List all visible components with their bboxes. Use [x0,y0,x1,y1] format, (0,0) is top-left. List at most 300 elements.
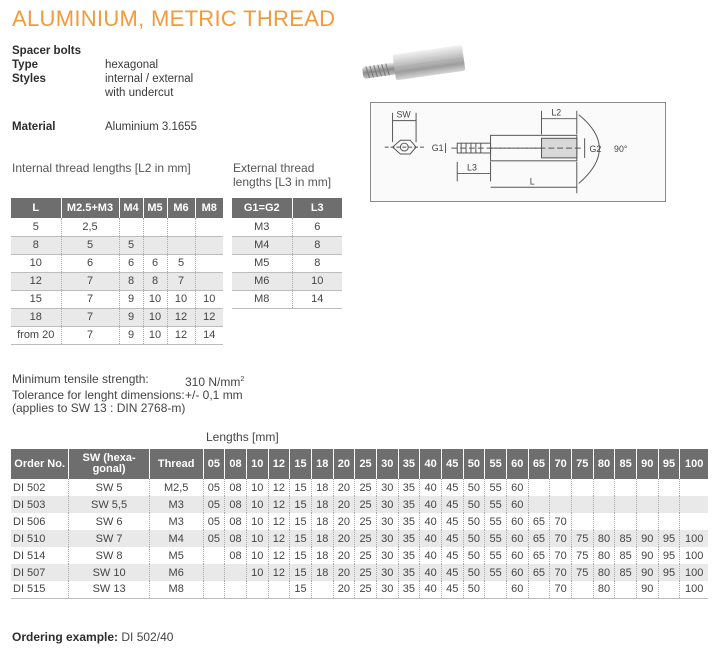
table-cell: 20 [333,479,355,496]
table-cell: SW 8 [69,547,150,564]
table-cell: 25 [355,581,377,598]
table-cell: 18 [11,308,61,326]
table-cell: 8 [292,254,342,272]
table-cell [143,218,167,236]
table-cell: M8 [149,581,203,598]
table-row [11,308,223,326]
table-cell [571,513,593,530]
table-cell: 35 [398,513,420,530]
table-row [11,326,223,344]
table-cell: DI 507 [11,564,69,581]
table-cell: 70 [550,564,572,581]
table-cell: 20 [333,564,355,581]
table-cell: 10 [246,513,268,530]
tolerance-label: Tolerance for lenght dimensions: [12,388,185,402]
table-cell: M6 [149,564,203,581]
table-cell: 20 [333,530,355,547]
table-cell: 14 [195,326,223,344]
table-cell: DI 514 [11,547,69,564]
column-header: 08 [225,449,247,479]
table-cell [528,496,550,513]
column-header: 20 [333,449,355,479]
table-cell: 75 [571,564,593,581]
table-cell [615,479,637,496]
table-cell: 90 [636,581,658,598]
column-header: SW (hexa-gonal) [69,449,150,479]
table-cell [636,513,658,530]
table-cell [571,581,593,598]
table-cell: 7 [61,308,119,326]
table-cell [615,496,637,513]
table-cell: 30 [376,547,398,564]
table-cell: 15 [290,479,312,496]
column-header: Thread [149,449,203,479]
table-cell [167,218,195,236]
table-cell: 90 [636,547,658,564]
table-cell [268,581,290,598]
table-cell: DI 503 [11,496,69,513]
drawing-label-sw: SW [396,109,411,120]
table-cell: DI 510 [11,530,69,547]
table-cell: 30 [376,530,398,547]
table-cell: 12 [167,308,195,326]
column-header: G1=G2 [232,198,292,218]
lengths-caption: Lengths [mm] [206,430,279,444]
notes-block [12,373,332,415]
drawing-label-l: L [529,176,535,187]
table-cell: 40 [420,496,442,513]
technical-drawing [370,102,666,202]
table-cell: 10 [246,564,268,581]
table-cell: 65 [528,530,550,547]
table-cell: 15 [290,581,312,598]
ordering-example: Ordering example: DI 502/40 [12,630,174,644]
table-cell: 15 [290,547,312,564]
table-cell: 40 [420,513,442,530]
ordering-example-value: DI 502/40 [121,630,174,644]
table-row [232,236,342,254]
column-header: 60 [506,449,528,479]
table-cell: 55 [485,513,507,530]
table-cell: 10 [143,308,167,326]
table-cell: 85 [615,530,637,547]
table-cell: 25 [355,530,377,547]
table-cell: 30 [376,479,398,496]
table-cell: 12 [268,479,290,496]
table-cell: 18 [311,479,333,496]
table-cell: 05 [203,479,225,496]
table-row [11,272,223,290]
table-cell: 10 [246,547,268,564]
column-header: 85 [615,449,637,479]
internal-thread-table [11,198,223,345]
table-row [11,513,708,530]
table-cell: M2,5 [149,479,203,496]
table-cell: 85 [615,547,637,564]
table-row [11,547,708,564]
table-row [11,581,708,598]
column-header: 65 [528,449,550,479]
table-cell: DI 515 [11,581,69,598]
order-table [11,449,708,599]
table-cell: 95 [658,530,680,547]
table-cell: 10 [143,326,167,344]
column-header: 50 [463,449,485,479]
table-cell: 10 [11,254,61,272]
styles-value-2: with undercut [105,87,174,99]
table-cell: 45 [441,530,463,547]
table-cell: 60 [506,496,528,513]
styles-label: Styles [12,73,46,85]
table-cell: M5 [232,254,292,272]
table-cell: 12 [167,326,195,344]
table-cell: 08 [225,530,247,547]
table-cell: 08 [225,547,247,564]
column-header: 45 [441,449,463,479]
table-cell: 35 [398,581,420,598]
table-cell: 15 [290,513,312,530]
table-cell: 05 [203,530,225,547]
table-cell: 25 [355,564,377,581]
table-cell: SW 5,5 [69,496,150,513]
column-header: 30 [376,449,398,479]
table-cell: 50 [463,547,485,564]
table-row [11,290,223,308]
column-header: M8 [195,198,223,218]
external-thread-table [232,198,342,309]
table-cell: 10 [143,290,167,308]
table-cell [550,479,572,496]
drawing-label-g1: G1 [431,143,444,154]
table-cell: 6 [143,254,167,272]
table-cell: SW 10 [69,564,150,581]
table-cell: 85 [615,564,637,581]
table-cell: M5 [149,547,203,564]
table-row [232,218,342,236]
table-cell [658,513,680,530]
type-label: Type [12,59,38,71]
column-header: 35 [398,449,420,479]
table-cell [636,496,658,513]
table-cell [680,479,708,496]
table-cell: 60 [506,581,528,598]
table-cell: 80 [593,564,615,581]
table-cell: 100 [684,549,704,562]
table-cell: 95 [658,547,680,564]
column-header: 15 [290,449,312,479]
table-row [11,479,708,496]
drawing-label-angle: 90° [614,144,628,154]
table-cell: 12 [268,496,290,513]
table-cell: 75 [571,530,593,547]
table-cell: 25 [355,479,377,496]
tensile-value: 310 $N/mm^2$ [185,375,245,389]
table-row [232,290,342,308]
table-cell [593,496,615,513]
material-value: Aluminium 3.1655 [105,121,198,133]
table-cell: 70 [550,581,572,598]
table-cell [550,496,572,513]
table-cell [195,272,223,290]
drawing-label-l2: L2 [551,107,562,118]
table-cell: 80 [593,530,615,547]
table-cell: 35 [398,479,420,496]
table-cell: 90 [636,530,658,547]
column-header: L [11,198,61,218]
table-cell: 80 [593,547,615,564]
table-cell: 6 [119,254,143,272]
table-cell [636,479,658,496]
table-cell: M3 [232,218,292,236]
table-row [232,272,342,290]
table-cell: 50 [463,530,485,547]
table-cell: 30 [376,581,398,598]
table-cell: 100 [680,530,708,547]
table-cell: M8 [232,290,292,308]
table-cell: 50 [463,479,485,496]
table-cell [167,236,195,254]
table-cell: 08 [225,496,247,513]
table-cell: SW 6 [69,513,150,530]
table-cell: 45 [441,513,463,530]
table-cell: 25 [355,496,377,513]
table-cell: 12 [11,272,61,290]
table-cell: 70 [550,530,572,547]
table-cell [203,581,225,598]
column-header: 90 [636,449,658,479]
table-cell: 5 [11,218,61,236]
table-cell: 45 [441,547,463,564]
table-cell: 5 [167,254,195,272]
table-cell: 8 [119,272,143,290]
table-cell: M3 [149,513,203,530]
table-cell: 35 [398,530,420,547]
table-cell: 08 [225,513,247,530]
table-cell [571,496,593,513]
column-header: M4 [119,198,143,218]
table-cell: 15 [290,496,312,513]
type-value: hexagonal [105,59,159,71]
table-cell: 25 [355,513,377,530]
table-cell [195,236,223,254]
table-cell: 55 [485,496,507,513]
table-cell: 45 [441,564,463,581]
table-cell: 9 [119,308,143,326]
table-cell: 9 [119,290,143,308]
table-cell [528,581,550,598]
table-cell: 7 [61,290,119,308]
table-cell [195,218,223,236]
table-cell: 70 [550,547,572,564]
table-cell: 50 [463,581,485,598]
table-cell [571,479,593,496]
table-cell: SW 13 [69,581,150,598]
product-photo [356,40,468,88]
table-cell: 35 [398,547,420,564]
column-header: Order No. [11,449,69,479]
table-cell: 12 [268,547,290,564]
table-cell: SW 5 [69,479,150,496]
table-cell: 5 [119,236,143,254]
table-cell [680,496,708,513]
table-cell: 18 [311,547,333,564]
table-cell: 40 [420,530,442,547]
table-cell: 2,5 [61,218,119,236]
table-cell: DI 506 [11,513,69,530]
column-header: 95 [658,449,680,479]
table-cell [593,479,615,496]
table-row [232,254,342,272]
table-cell: 18 [311,513,333,530]
table-cell: 45 [441,496,463,513]
table-cell [658,581,680,598]
table-cell: 30 [376,496,398,513]
table-row [11,236,223,254]
applies-note: (applies to SW 13 : DIN 2768-m) [12,401,186,415]
table-cell: 90 [636,564,658,581]
table-cell: 60 [506,547,528,564]
column-header: M2.5+M3 [61,198,119,218]
table-cell: 30 [376,564,398,581]
table-cell: 12 [268,513,290,530]
table-cell: SW 7 [69,530,150,547]
table-cell: M4 [232,236,292,254]
table-cell [246,581,268,598]
column-header: 40 [420,449,442,479]
drawing-label-l3: L3 [467,162,477,173]
table-cell: 10 [246,479,268,496]
table-cell: 50 [463,513,485,530]
table-cell [615,581,637,598]
table-cell: 40 [420,564,442,581]
material-label: Material [12,121,56,133]
table-cell: 70 [550,513,572,530]
table-row [11,530,708,547]
page-title: ALUMINIUM, METRIC THREAD [12,6,336,31]
column-header: M6 [167,198,195,218]
table-cell: M3 [149,496,203,513]
column-header: 75 [571,449,593,479]
table-cell: M6 [232,272,292,290]
table-cell: 12 [268,530,290,547]
table-cell: 100 [680,564,708,581]
external-caption: External thread lengths [L3 in mm] [233,161,332,189]
table-cell [311,581,333,598]
table-cell: 65 [528,513,550,530]
product-name: Spacer bolts [12,45,82,57]
table-cell: 40 [420,479,442,496]
table-cell [195,254,223,272]
table-cell [203,564,225,581]
table-cell: 12 [268,564,290,581]
table-cell [680,513,708,530]
table-cell: 15 [290,564,312,581]
table-cell: 10 [246,530,268,547]
table-cell: 18 [311,530,333,547]
table-cell: 12 [195,308,223,326]
column-header: 100 [680,449,708,479]
table-cell: 80 [593,581,615,598]
table-cell: 75 [571,547,593,564]
table-cell: 7 [167,272,195,290]
table-cell [225,564,247,581]
table-cell: 35 [398,496,420,513]
table-cell: 20 [333,547,355,564]
table-cell: 100 [680,581,708,598]
styles-value: internal / external [105,73,194,85]
drawing-label-g2: G2 [589,144,602,154]
table-cell: 15 [290,530,312,547]
table-cell: 20 [333,581,355,598]
table-cell: 55 [485,479,507,496]
table-cell: 55 [485,530,507,547]
table-cell [615,513,637,530]
column-header: 10 [246,449,268,479]
table-cell [203,547,225,564]
table-cell: 50 [463,496,485,513]
column-header: L3 [292,198,342,218]
table-cell: 8 [143,272,167,290]
table-cell: 35 [398,564,420,581]
table-cell: 40 [420,547,442,564]
column-header: 70 [550,449,572,479]
table-cell: 60 [506,564,528,581]
table-cell: 10 [292,272,342,290]
table-cell: 55 [485,564,507,581]
table-cell: 7 [61,272,119,290]
table-cell: 60 [506,479,528,496]
table-cell: 60 [506,513,528,530]
table-cell [658,496,680,513]
table-cell: DI 502 [11,479,69,496]
table-cell: 18 [311,564,333,581]
table-cell: 15 [11,290,61,308]
table-cell: 8 [292,236,342,254]
column-header: M5 [143,198,167,218]
column-header: 80 [593,449,615,479]
table-cell: 30 [376,513,398,530]
table-cell: 95 [658,564,680,581]
table-cell: 50 [463,564,485,581]
table-cell [528,479,550,496]
table-cell: 05 [203,496,225,513]
table-row [11,218,223,236]
table-cell: 08 [225,479,247,496]
table-cell: 18 [311,496,333,513]
table-row [11,254,223,272]
table-cell [225,581,247,598]
table-row [11,564,708,581]
table-cell: 9 [119,326,143,344]
table-cell: 7 [61,326,119,344]
table-cell: 6 [292,218,342,236]
internal-caption: Internal thread lengths [L2 in mm] [12,161,191,175]
table-cell [485,581,507,598]
table-cell: 10 [195,290,223,308]
table-cell: 20 [333,513,355,530]
spec-block [12,44,342,134]
table-cell: 65 [528,547,550,564]
column-header: 25 [355,449,377,479]
table-cell: 55 [485,547,507,564]
table-cell: 05 [203,513,225,530]
table-cell: 60 [506,530,528,547]
table-cell: 25 [355,547,377,564]
table-cell: 10 [167,290,195,308]
column-header: 18 [311,449,333,479]
table-cell [593,513,615,530]
table-cell: 5 [61,236,119,254]
